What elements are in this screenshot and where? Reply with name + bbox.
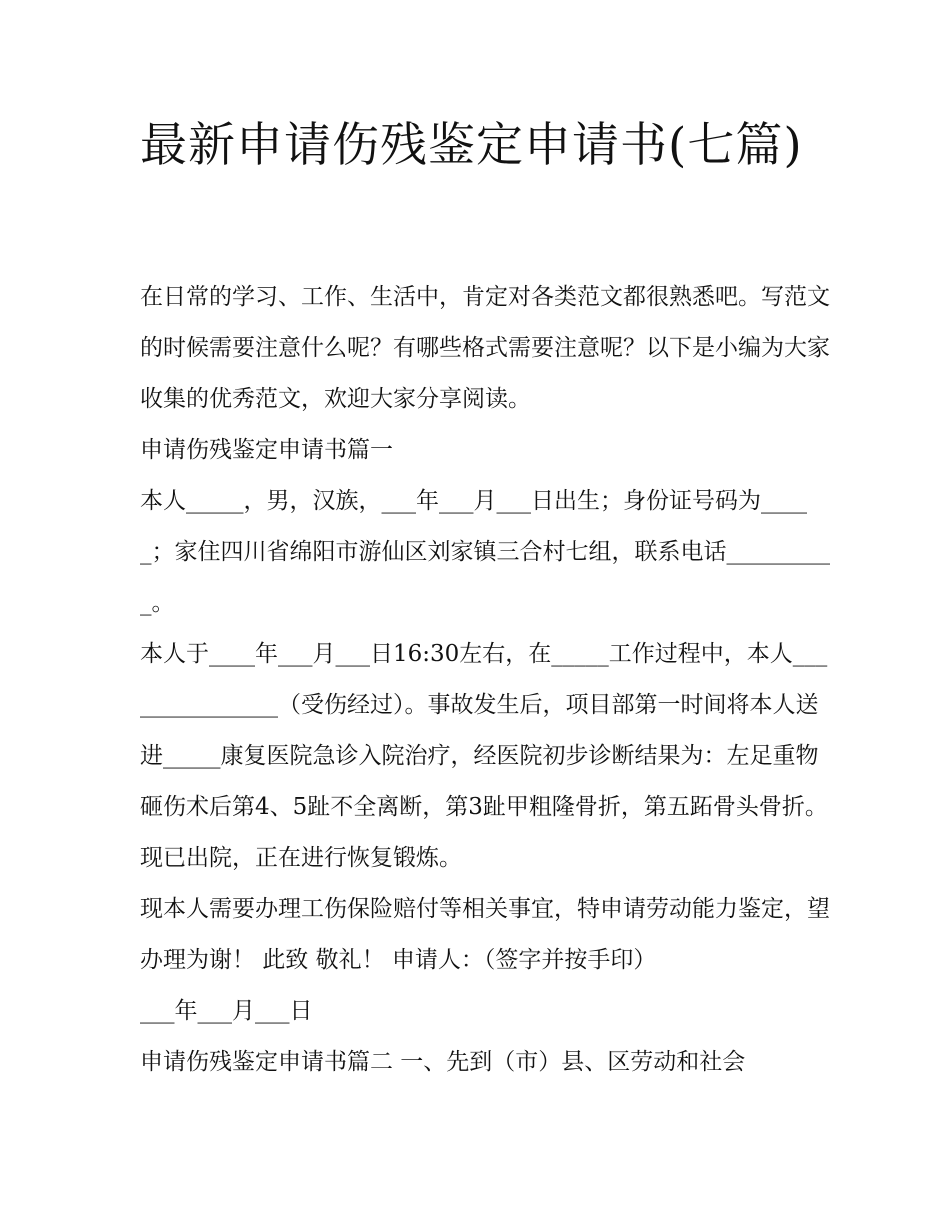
section-heading-1: 申请伤残鉴定申请书篇一 [140,437,393,463]
paragraph-injury-details: 本人于____年___月___日16:30左右，在_____工作过程中，本人_______________（受伤经过）。事故发生后，项目部第一时间将本人送进_____康复医院急诊入院治疗，经医院初步诊断结果为：左足重物砸伤术后第4、5趾不全离断，第3趾甲粗隆骨折，第五跖骨头骨折。现已出院，正在进行恢复锻炼。 [140,641,828,871]
document-body [140,272,830,1088]
paragraph-intro: 在日常的学习、工作、生活中，肯定对各类范文都很熟悉吧。写范文的时候需要注意什么呢？有哪些格式需要注意呢？以下是小编为大家收集的优秀范文，欢迎大家分享阅读。 [140,284,830,412]
section-heading-2: 申请伤残鉴定申请书篇二 一、先到（市）县、区劳动和社会 [140,1049,746,1075]
document-title: 最新申请伤残鉴定申请书(七篇) [140,118,803,173]
paragraph-request: 现本人需要办理工伤保险赔付等相关事宜，特申请劳动能力鉴定，望办理为谢！ 此致 敬礼！ 申请人：（签字并按手印） [140,896,830,973]
paragraph-personal-info: 本人_____，男，汉族，___年___月___日出生；身份证号码为_____；家住四川省绵阳市游仙区刘家镇三合村七组，联系电话__________。 [140,488,830,616]
paragraph-date: ___年___月___日 [140,998,313,1024]
